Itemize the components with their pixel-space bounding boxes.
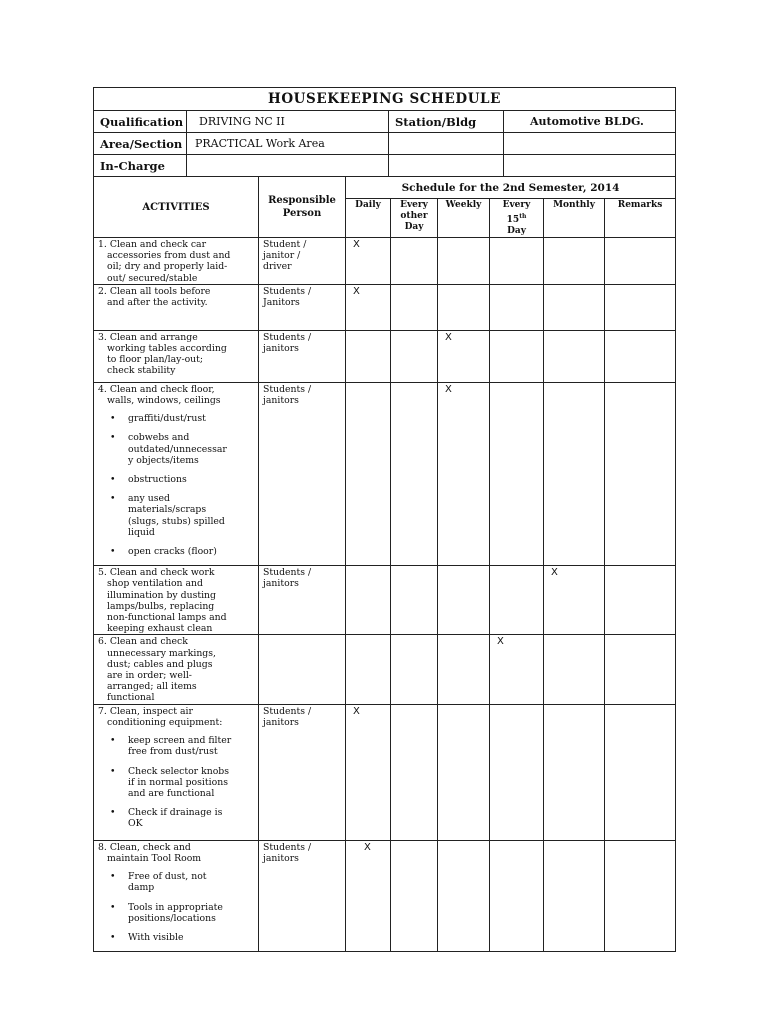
every-other-mark <box>391 840 438 951</box>
every15-mark: X <box>490 635 544 704</box>
activity-line: shop ventilation and <box>107 578 203 590</box>
bullet-line: and are functional <box>128 787 215 799</box>
remarks-mark <box>605 704 676 840</box>
remarks-mark <box>605 566 676 635</box>
bullet-line: • Check selector knobs <box>128 765 230 777</box>
monthly-mark: X <box>544 566 605 635</box>
responsible-line: Students / <box>263 285 312 297</box>
every15-mark <box>490 330 544 382</box>
activity-bullet-list <box>98 413 254 557</box>
activity-line: to floor plan/lay-out; <box>107 354 204 366</box>
activity-line: keeping exhaust clean <box>107 623 213 635</box>
bullet-line: y objects/items <box>128 454 199 466</box>
bullet-line: • Tools in appropriate <box>128 901 223 913</box>
daily-mark <box>346 566 391 635</box>
every15-mark <box>490 704 544 840</box>
responsible-header-line2: Person <box>282 208 322 219</box>
every-other-day-header <box>391 199 438 238</box>
activity-line: accessories from dust and <box>107 250 231 262</box>
activity-line: illumination by dusting <box>107 589 216 601</box>
activity-cell <box>94 566 259 635</box>
daily-mark <box>346 382 391 565</box>
every-other-mark <box>391 382 438 565</box>
every-other-mark <box>391 635 438 704</box>
monthly-mark <box>544 284 605 330</box>
bullet-item <box>110 474 254 485</box>
activity-title: 7. Clean, inspect air <box>98 705 193 717</box>
bullet-line: • With visible <box>128 931 184 943</box>
responsible-cell <box>259 635 346 704</box>
weekly-header: Weekly <box>438 199 490 238</box>
responsible-cell <box>259 840 346 951</box>
table-row <box>94 566 676 635</box>
responsible-cell <box>259 330 346 382</box>
remarks-mark <box>605 840 676 951</box>
page-title: HOUSEKEEPING SCHEDULE <box>94 88 676 111</box>
activity-cell <box>94 284 259 330</box>
every15-l2: 15 <box>506 215 520 225</box>
responsible-line: Janitors <box>263 297 300 309</box>
responsible-cell <box>259 238 346 285</box>
activity-line: non-functional lamps and <box>107 612 227 624</box>
responsible-line: janitors <box>263 716 299 728</box>
responsible-line: janitors <box>263 343 299 355</box>
monthly-mark <box>544 635 605 704</box>
area-blank-cell <box>389 133 504 155</box>
every-other-l3: Day <box>404 222 424 232</box>
table-row <box>94 382 676 565</box>
station-label: Station/Bldg <box>389 111 504 133</box>
weekly-mark <box>438 238 490 285</box>
monthly-mark <box>544 382 605 565</box>
activity-line: dust; cables and plugs <box>107 658 213 670</box>
incharge-label: In-Charge <box>94 155 187 177</box>
bullet-line: free from dust/rust <box>128 746 218 758</box>
bullet-line: • Check if drainage is <box>128 807 223 819</box>
weekly-mark <box>438 284 490 330</box>
every15-mark <box>490 284 544 330</box>
bullet-line: outdated/unnecessar <box>128 443 227 455</box>
bullet-item <box>110 871 254 893</box>
remarks-mark <box>605 382 676 565</box>
activity-title: 3. Clean and arrange <box>98 331 198 343</box>
area-label: Area/Section <box>94 133 187 155</box>
responsible-line: Student / <box>263 239 307 250</box>
every-other-l1: Every <box>400 200 428 210</box>
every15-sup: th <box>519 213 527 220</box>
monthly-header: Monthly <box>544 199 605 238</box>
activity-line: out/ secured/stable <box>107 272 198 284</box>
activity-line: are in order; well- <box>107 670 192 682</box>
bullet-item <box>110 766 254 800</box>
activity-line: unnecessary markings, <box>107 647 216 659</box>
daily-mark <box>346 330 391 382</box>
responsible-cell <box>259 382 346 565</box>
activity-line: functional <box>107 692 155 704</box>
bullet-item <box>110 902 254 924</box>
remarks-mark <box>605 330 676 382</box>
activity-cell <box>94 238 259 285</box>
every-other-mark <box>391 704 438 840</box>
responsible-header-line1: Responsible <box>268 195 336 206</box>
incharge-blank-cell <box>389 155 504 177</box>
every15-l1: Every <box>502 200 531 210</box>
daily-mark: X <box>346 840 391 951</box>
responsible-header <box>259 177 346 238</box>
every15-mark <box>490 840 544 951</box>
responsible-line: Students / <box>263 331 312 343</box>
header-table <box>93 87 676 177</box>
bullet-line: if in normal positions <box>128 776 228 788</box>
remarks-mark <box>605 635 676 704</box>
monthly-mark <box>544 704 605 840</box>
station-value: Automotive BLDG. <box>504 111 676 133</box>
activity-cell <box>94 635 259 704</box>
bullet-item <box>110 432 254 466</box>
responsible-cell <box>259 566 346 635</box>
activity-line: lamps/bulbs, replacing <box>107 600 215 612</box>
every15-mark <box>490 382 544 565</box>
activity-bullet-list <box>98 735 254 829</box>
activity-line: oil; dry and properly laid- <box>107 261 228 273</box>
daily-mark: X <box>346 284 391 330</box>
every15-mark <box>490 566 544 635</box>
daily-mark: X <box>346 238 391 285</box>
area-value: PRACTICAL Work Area <box>187 133 389 155</box>
table-row <box>94 238 676 285</box>
activity-line: walls, windows, ceilings <box>107 395 221 407</box>
activity-rows <box>94 238 676 952</box>
every-other-mark <box>391 284 438 330</box>
bullet-line: • cobwebs and <box>128 432 190 444</box>
daily-header: Daily <box>346 199 391 238</box>
responsible-cell <box>259 284 346 330</box>
activity-bullet-list <box>98 871 254 943</box>
bullet-line: positions/locations <box>128 912 216 924</box>
every-other-l2: other <box>400 211 428 221</box>
activity-line: arranged; all items <box>107 681 197 693</box>
daily-mark: X <box>346 704 391 840</box>
activity-cell <box>94 840 259 951</box>
bullet-line: (slugs, stubs) spilled <box>128 515 225 527</box>
responsible-line: Students / <box>263 567 312 579</box>
table-row <box>94 284 676 330</box>
activity-line: conditioning equipment: <box>107 716 223 728</box>
bullet-line: damp <box>128 882 155 894</box>
responsible-line: janitors <box>263 395 299 407</box>
every-other-mark <box>391 566 438 635</box>
activity-title: 6. Clean and check <box>98 636 188 648</box>
table-row <box>94 330 676 382</box>
bullet-line: liquid <box>128 526 155 538</box>
weekly-mark: X <box>438 382 490 565</box>
table-row <box>94 840 676 951</box>
daily-mark <box>346 635 391 704</box>
bullet-line: materials/scraps <box>128 504 207 516</box>
area-blank-cell-2 <box>504 133 676 155</box>
bullet-item <box>110 735 254 757</box>
activity-line: maintain Tool Room <box>107 852 202 864</box>
table-row <box>94 635 676 704</box>
activity-cell <box>94 704 259 840</box>
every15-mark <box>490 238 544 285</box>
bullet-item <box>110 413 254 424</box>
responsible-line: Students / <box>263 705 312 717</box>
bullet-line: OK <box>128 818 143 830</box>
incharge-value <box>187 155 389 177</box>
activity-title: 4. Clean and check floor, <box>98 383 215 395</box>
qualification-value: DRIVING NC II <box>187 111 389 133</box>
activities-header: ACTIVITIES <box>94 177 259 238</box>
monthly-mark <box>544 840 605 951</box>
bullet-line: • keep screen and filter <box>128 735 232 747</box>
responsible-line: janitor / <box>263 250 301 262</box>
schedule-table <box>93 176 676 952</box>
responsible-line: janitors <box>263 578 299 590</box>
activity-line: check stability <box>107 365 176 377</box>
responsible-line: driver <box>263 261 292 273</box>
every-other-mark <box>391 238 438 285</box>
housekeeping-schedule-sheet <box>93 87 675 952</box>
activity-line: working tables according <box>107 343 227 355</box>
weekly-mark: X <box>438 330 490 382</box>
bullet-line: • graffiti/dust/rust <box>128 413 206 425</box>
bullet-line: • obstructions <box>128 474 187 486</box>
activity-title: 2. Clean all tools before <box>98 285 211 297</box>
activity-title: 5. Clean and check work <box>98 567 215 579</box>
activity-title: 1. Clean and check car <box>98 239 207 250</box>
responsible-line: janitors <box>263 852 299 864</box>
bullet-line: • any used <box>128 493 170 505</box>
schedule-header: Schedule for the 2nd Semester, 2014 <box>346 177 676 199</box>
responsible-line: Students / <box>263 383 312 395</box>
bullet-item <box>110 807 254 829</box>
weekly-mark <box>438 840 490 951</box>
responsible-line: Students / <box>263 841 312 853</box>
bullet-line: • Free of dust, not <box>128 871 207 883</box>
activity-title: 8. Clean, check and <box>98 841 191 853</box>
every-15th-day-header <box>490 199 544 238</box>
weekly-mark <box>438 704 490 840</box>
activity-cell <box>94 330 259 382</box>
remarks-mark <box>605 284 676 330</box>
bullet-line: • open cracks (floor) <box>128 546 217 558</box>
incharge-blank-cell-2 <box>504 155 676 177</box>
activity-cell <box>94 382 259 565</box>
every15-l3: Day <box>507 226 526 236</box>
bullet-item <box>110 932 254 943</box>
qualification-label: Qualification <box>94 111 187 133</box>
monthly-mark <box>544 330 605 382</box>
remarks-header: Remarks <box>605 199 676 238</box>
table-row <box>94 704 676 840</box>
activity-line: and after the activity. <box>107 297 208 309</box>
bullet-item <box>110 546 254 557</box>
weekly-mark <box>438 566 490 635</box>
remarks-mark <box>605 238 676 285</box>
monthly-mark <box>544 238 605 285</box>
every-other-mark <box>391 330 438 382</box>
responsible-cell <box>259 704 346 840</box>
weekly-mark <box>438 635 490 704</box>
bullet-item <box>110 493 254 538</box>
